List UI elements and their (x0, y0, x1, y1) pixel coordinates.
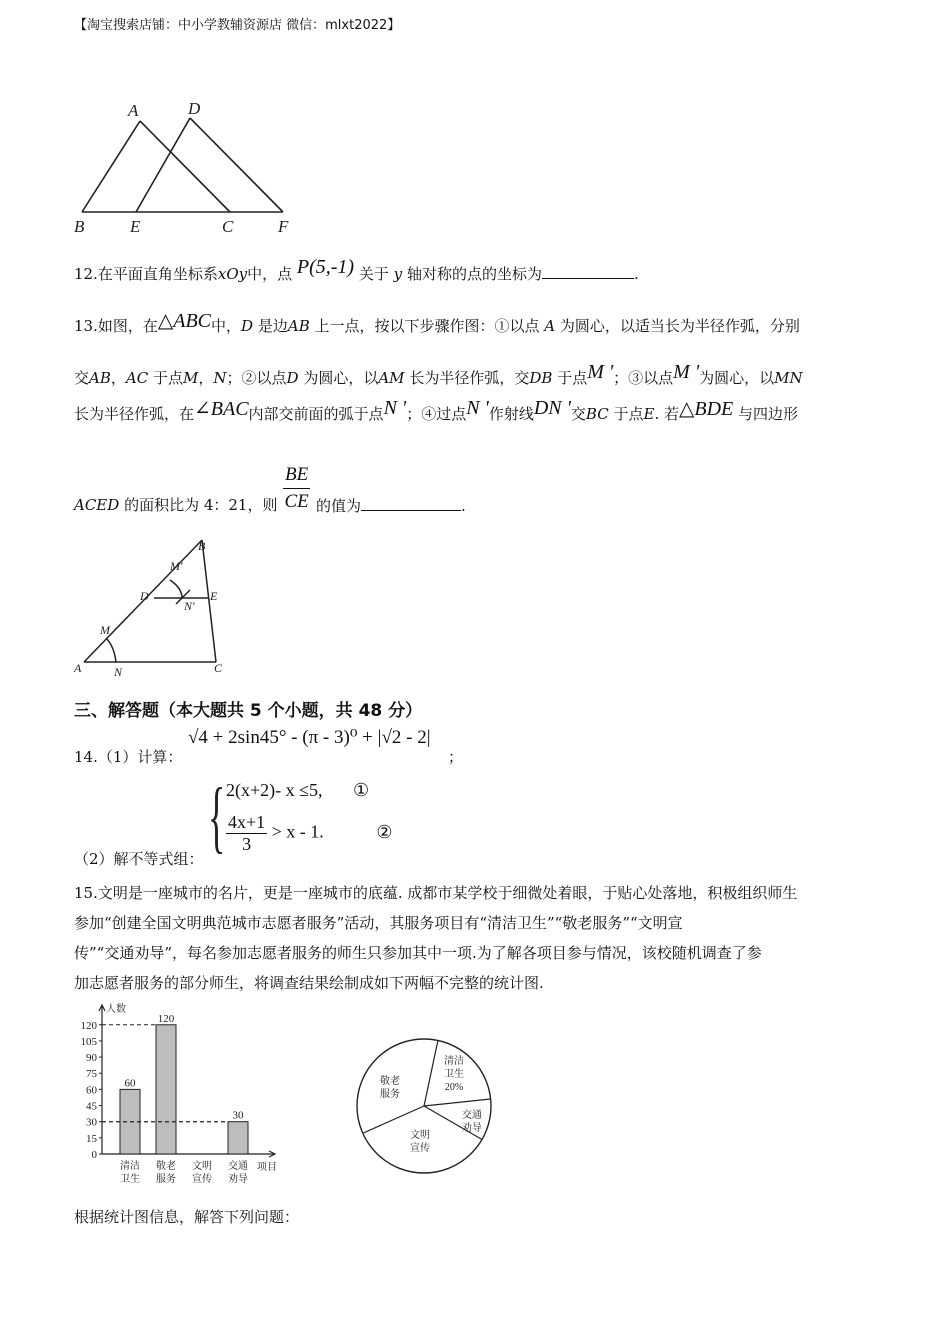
q13-text: ；④过点 (406, 405, 467, 423)
inequality-brace: { (208, 773, 226, 861)
question-13-line-4 (74, 494, 277, 516)
q13-text: 与四边形 (738, 405, 799, 423)
label-A: A (74, 661, 82, 675)
q13-text: 为圆心，以适当长为半径作弧，分别 (559, 317, 800, 335)
q13-var: DB (529, 369, 553, 387)
q13-m-prime: M ' (587, 361, 614, 383)
page-header: 【淘宝搜索店铺：中小学教辅资源店 微信：mlxt2022】 (74, 18, 401, 33)
q13-text: ；③以点 (613, 369, 674, 387)
bar (228, 1122, 248, 1154)
q13-fraction (283, 462, 310, 515)
question-13-line-3 (74, 397, 799, 425)
inequality-2-den: 3 (242, 834, 252, 854)
pie-slice-label: 清洁 (444, 1056, 464, 1067)
triangles-figure (70, 96, 300, 238)
q13-triangle-abc: △ABC (157, 310, 212, 332)
q14-part1-label: 14.（1）计算： (74, 748, 183, 766)
pie-slice-label: 卫生 (444, 1069, 464, 1080)
q12-point: P(5,-1) (296, 256, 355, 278)
inequality-2-rest: > x - 1. (271, 821, 324, 842)
label-F: F (278, 217, 289, 236)
q13-var: AM (378, 369, 405, 387)
y-tick-label: 45 (86, 1100, 97, 1113)
inequality-2-num: 4x+1 (228, 812, 266, 832)
label-A: A (128, 101, 139, 120)
bar-data-label: 120 (157, 1012, 175, 1025)
q13-var: A (544, 317, 556, 335)
q13-text: 的值为 (316, 497, 362, 515)
q13-ray: DN ' (533, 397, 571, 419)
q13-text: 的面积比为 4：21，则 (124, 496, 278, 514)
q13-var: ACED (74, 496, 120, 514)
q13-text: 13.如图，在 (74, 317, 158, 335)
q12-text: 关于 (358, 265, 389, 283)
y-tick-label: 105 (80, 1035, 97, 1048)
pie-slice-label: 宣传 (410, 1143, 430, 1154)
q13-var: MN (774, 369, 803, 387)
x-tick-label: 敬老 (156, 1161, 176, 1172)
q13-text: 长为半径作弧，交 (409, 369, 530, 387)
label-C: C (214, 661, 223, 675)
q13-var: AC (125, 369, 149, 387)
y-tick-label: 75 (86, 1068, 97, 1081)
section-3-title: 三、解答题（本大题共 5 个小题，共 48 分） (74, 701, 423, 721)
q13-text: 中， (211, 317, 242, 335)
bar-chart (74, 1002, 289, 1194)
q13-var: D (286, 369, 299, 387)
pie-slice-label: 文明 (410, 1130, 430, 1141)
q13-text: 内部交前面的弧于点 (248, 405, 384, 423)
pie-chart (350, 1030, 510, 1190)
q12-text: 中，点 (247, 265, 293, 283)
question-12 (74, 256, 639, 285)
q12-text: 轴对称的点的坐标为 (406, 265, 542, 283)
label-E: E (130, 217, 141, 236)
q15-followup: 根据统计图信息，解答下列问题： (74, 1208, 300, 1226)
q13-text: 是边 (257, 317, 288, 335)
inequality-1 (226, 780, 369, 801)
q13-var: D (241, 317, 254, 335)
fraction-numerator: BE (283, 462, 310, 489)
y-tick-label: 90 (86, 1052, 97, 1065)
q15-line-2: 参加“创建全国文明典范城市志愿者服务”活动，其服务项目有“清洁卫生”“敬老服务”“文明宣 (74, 914, 683, 932)
x-tick-label: 劝导 (228, 1174, 248, 1185)
label-M: M (100, 623, 110, 637)
q13-text: 为圆心，以 (303, 369, 379, 387)
x-axis-label: 项目 (257, 1162, 277, 1173)
q13-end: . (461, 497, 466, 515)
q12-xoy: xOy (217, 265, 248, 283)
y-tick-label: 0 (91, 1149, 97, 1161)
q13-n-prime: N ' (383, 397, 407, 419)
x-tick-label: 宣传 (192, 1174, 212, 1185)
q13-text: 于点 (557, 369, 588, 387)
bar (156, 1025, 176, 1154)
q13-var: AB (89, 369, 111, 387)
x-tick-label: 清洁 (120, 1161, 140, 1172)
answer-blank[interactable] (361, 494, 461, 511)
question-13-line-2 (74, 361, 803, 389)
q13-text: 交 (570, 405, 586, 423)
label-N: N (114, 665, 123, 679)
question-13-line-1 (74, 310, 800, 337)
pie-slice-label: 劝导 (462, 1123, 482, 1134)
q13-text: 为圆心，以 (699, 369, 775, 387)
label-M-prime: M′ (170, 559, 183, 573)
bar-data-label: 30 (232, 1109, 244, 1122)
label-N-prime: N′ (184, 599, 195, 613)
q13-text: 于点 (613, 405, 644, 423)
q13-var: AB (287, 317, 310, 335)
label-E: E (210, 589, 218, 603)
pie-slice-label: 20% (444, 1082, 464, 1093)
q13-var: N (213, 369, 227, 387)
q14-expression: √4 + 2sin45° - (π - 3)⁰ + |√2 - 2| (188, 727, 431, 748)
q12-y: y (393, 265, 403, 283)
q13-angle: ∠BAC (194, 398, 249, 420)
q13-text: 于点 (152, 369, 183, 387)
label-C: C (222, 217, 234, 236)
q14-part2-label: （2）解不等式组： (74, 850, 204, 868)
inequality-1-mark: ① (353, 780, 370, 800)
q13-text: ， (110, 369, 126, 387)
q14-part1-end: ； (448, 748, 464, 766)
fraction-denominator: CE (284, 491, 309, 512)
inequality-2 (226, 812, 392, 855)
q13-m-prime: M ' (673, 361, 700, 383)
q13-text: 上一点，按以下步骤作图：①以点 (314, 317, 540, 335)
q13-triangle-bde: △BDE (679, 398, 734, 420)
answer-blank[interactable] (542, 262, 634, 279)
q12-text: 12.在平面直角坐标系 (74, 265, 218, 283)
q13-text: 长为半径作弧，在 (74, 405, 195, 423)
q13-text: . 若 (654, 405, 679, 423)
q13-text: ；②以点 (226, 369, 287, 387)
q15-line-3: 传”“交通劝导”，每名参加志愿者服务的师生只参加其中一项.为了解各项目参与情况，该校随机调查了参 (74, 944, 762, 962)
y-tick-label: 60 (86, 1084, 97, 1097)
q13-var: BC (585, 405, 609, 423)
q13-n-prime: N ' (466, 397, 489, 419)
q13-text: ， (198, 369, 214, 387)
pie-slice-label: 交通 (462, 1110, 482, 1121)
q15-line-4: 加志愿者服务的部分师生，将调查结果绘制成如下两幅不完整的统计图. (74, 974, 544, 992)
y-tick-label: 120 (80, 1019, 97, 1032)
figure-13 (70, 536, 230, 680)
x-tick-label: 交通 (228, 1161, 248, 1172)
q13-var: E (643, 405, 655, 423)
q15-line-1: 15.文明是一座城市的名片，更是一座城市的底蕴. 成都市某学校于细微处着眼，于贴心处落地，积极组织师生 (74, 884, 798, 902)
pie-slice-label: 服务 (380, 1089, 400, 1100)
label-B: B (198, 539, 206, 553)
label-D: D (140, 589, 149, 603)
label-D: D (188, 99, 201, 118)
q13-text: 交 (74, 369, 90, 387)
y-axis-label: 人数 (106, 1004, 126, 1015)
inequality-1-expr: 2(x+2)- x ≤5, (226, 780, 323, 800)
inequality-2-mark: ② (376, 821, 393, 842)
x-tick-label: 文明 (192, 1161, 212, 1172)
x-tick-label: 服务 (156, 1174, 176, 1185)
label-B: B (74, 217, 85, 236)
q12-end: . (633, 265, 639, 283)
question-13-line-4b (316, 494, 466, 517)
pie-slice-label: 敬老 (380, 1076, 400, 1087)
q13-text: 作射线 (488, 405, 534, 423)
y-tick-label: 30 (86, 1116, 97, 1129)
bar-data-label: 60 (124, 1077, 136, 1090)
q13-var: M (183, 369, 199, 387)
y-tick-label: 15 (86, 1132, 97, 1145)
x-tick-label: 卫生 (120, 1174, 140, 1185)
